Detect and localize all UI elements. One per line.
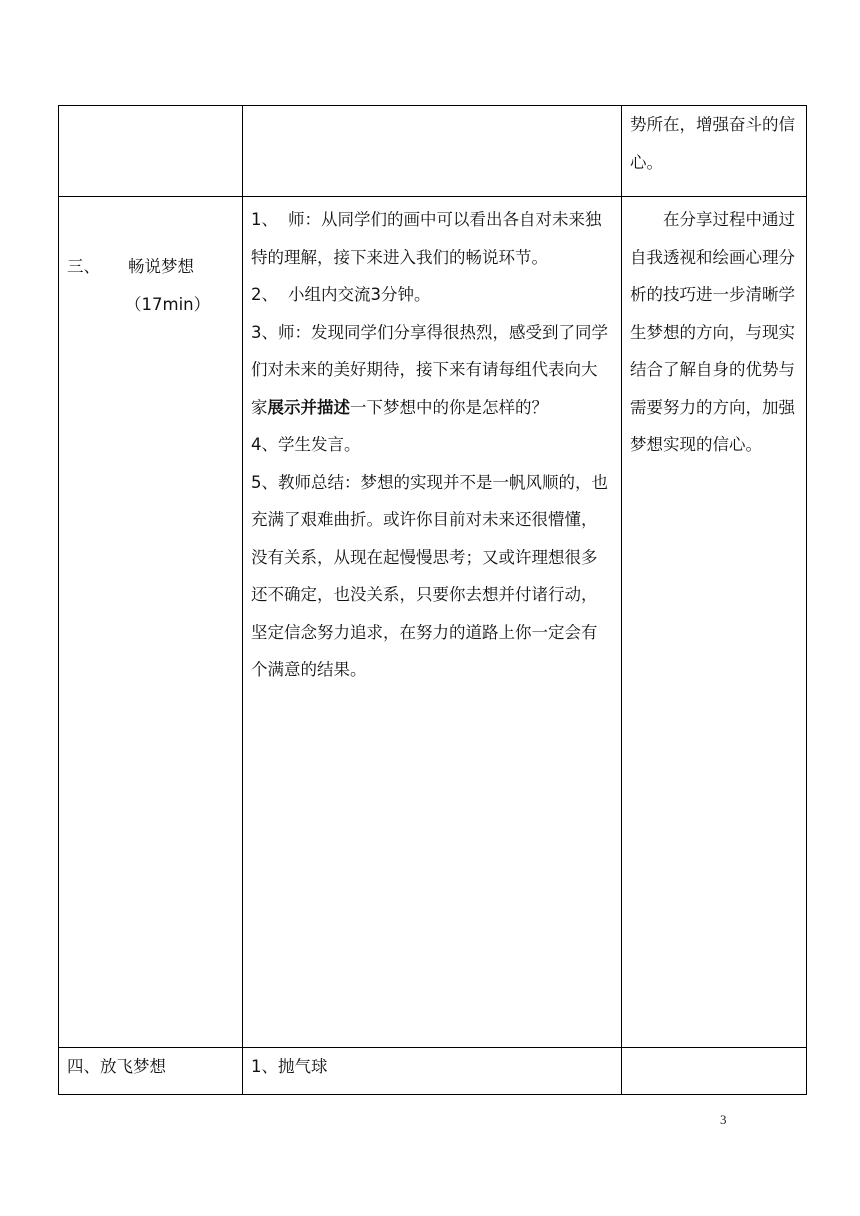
stage-number: 三、	[67, 257, 100, 276]
lesson-plan-table	[58, 105, 807, 1095]
list-item	[251, 464, 613, 689]
stage-title: 四、放飞梦想	[67, 1057, 166, 1076]
process-cell	[243, 106, 622, 197]
list-item	[251, 276, 613, 314]
step-number: 2、	[251, 285, 278, 304]
table-row	[59, 1048, 807, 1095]
step-text: 1、抛气球	[251, 1057, 328, 1076]
list-item	[251, 314, 613, 427]
purpose-cell	[622, 1048, 807, 1095]
purpose-text: 势所在，增强奋斗的信心。	[630, 115, 795, 172]
step-text: 一下梦想中的你是怎样的？	[350, 397, 548, 417]
purpose-cell	[622, 106, 807, 197]
step-text: 小组内交流3分钟。	[288, 285, 431, 304]
table-row	[59, 197, 807, 1048]
step-text: 师：发现同学们分享得很热烈，感受到了同学们对未来的美好期待，接下来有请每组代表向大家	[251, 322, 608, 417]
stage-cell	[59, 197, 243, 1048]
step-text: 师：从同学们的画中可以看出各自对未来独特的理解，接下来进入我们的畅说环节。	[251, 210, 602, 267]
steps-list	[251, 201, 613, 689]
process-cell	[243, 197, 622, 1048]
step-number: 5、	[251, 472, 278, 492]
step-number: 3、	[251, 322, 278, 342]
stage-heading	[67, 248, 234, 286]
stage-duration: （17min）	[125, 294, 211, 314]
step-text: 学生发言。	[278, 435, 361, 454]
table-row	[59, 106, 807, 197]
step-number: 1、	[251, 210, 278, 229]
page-number: 3	[720, 1112, 727, 1127]
stage-cell	[59, 1048, 243, 1095]
process-cell	[243, 1048, 622, 1095]
list-item	[251, 426, 613, 464]
list-item	[251, 201, 613, 276]
step-number: 4、	[251, 435, 278, 454]
step-emphasis: 展示并描述	[267, 397, 350, 417]
step-text: 教师总结：梦想的实现并不是一帆风顺的，也充满了艰难曲折。或许你目前对未来还很懵懂，没有关系，从现在起慢慢思考；又或许理想很多还不确定，也没关系，只要你去想并付诸行动，坚定信念努力追求，在努力的道路上你一定会有个满意的结果。	[251, 472, 608, 679]
purpose-cell	[622, 197, 807, 1048]
stage-cell	[59, 106, 243, 197]
stage-title: 畅说梦想	[128, 257, 194, 276]
purpose-text: 在分享过程中通过自我透视和绘画心理分析的技巧进一步清晰学生梦想的方向，与现实结合了解自身的优势与需要努力的方向，加强梦想实现的信心。	[630, 210, 795, 454]
